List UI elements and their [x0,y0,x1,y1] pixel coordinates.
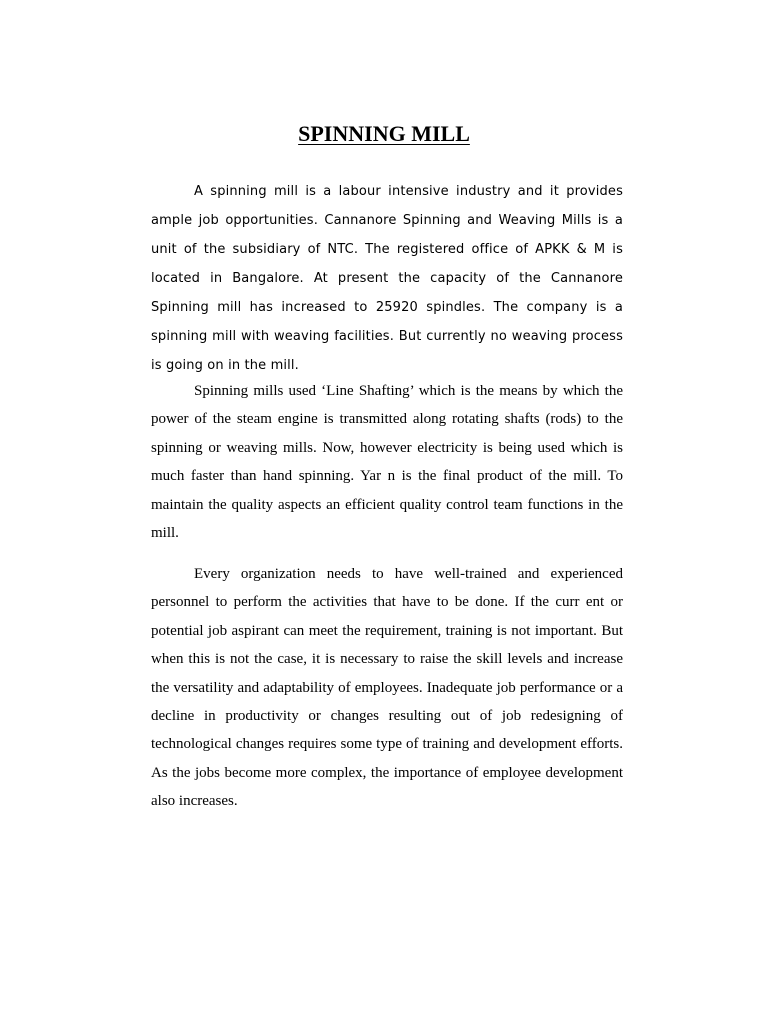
page-title [0,119,768,149]
paragraph-intro: A spinning mill is a labour intensive industry and it provides ample job opportunities. Cannanore Spinning and Weaving Mills is a unit of the subsidiary of NTC. The registered office of APKK & M is located in Bangalore. At present the capacity of the Cannanore Spinning mill has increased to 25920 spindles. The company is a spinning mill with weaving facilities. But currently no weaving process is going on in the mill. [151,184,623,373]
page-title-text: SPINNING MILL [298,121,470,146]
paragraph-training: Every organization needs to have well-trained and experienced personnel to perform the activities that have to be done. If the curr ent or potential job aspirant can meet the requirement, training is not important. But when this is not the case, it is necessary to raise the skill levels and increase the versatility and adaptability of employees. Inadequate job performance or a decline in productivity or changes resulting out of job redesigning of technological changes requires some type of training and development efforts. As the jobs become more complex, the importance of employee development also increases. [151,566,623,810]
paragraph-line-shafting: Spinning mills used ‘Line Shafting’ which is the means by which the power of the steam engine is transmitted along rotating shafts (rods) to the spinning or weaving mills. Now, however electricity is being used which is much faster than hand spinning. Yar n is the final product of the mill. To maintain the quality aspects an efficient quality control team functions in the mill. [151,383,623,542]
